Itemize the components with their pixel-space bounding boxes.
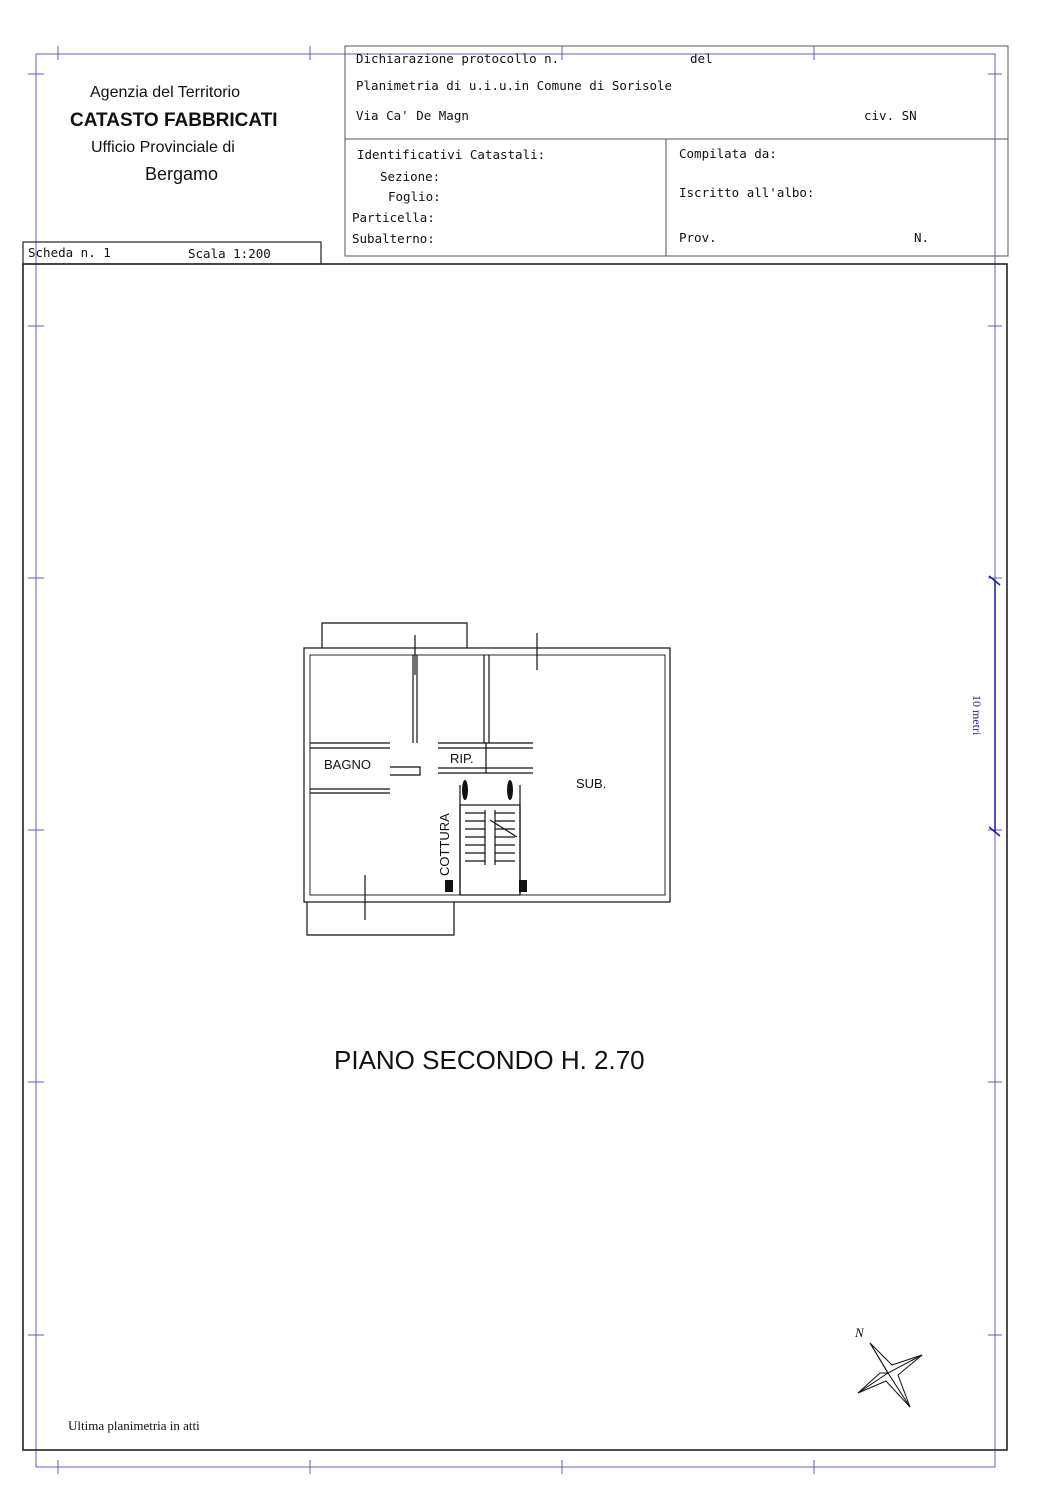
planimetry-line: Planimetria di u.i.u.in Comune di Sorisole: [356, 78, 673, 93]
province-name: Bergamo: [145, 164, 219, 184]
del-label: del: [690, 51, 713, 66]
compass-north-label: N: [855, 1325, 864, 1340]
compilata-label: Compilata da:: [679, 146, 777, 161]
identifiers-title: Identificativi Catastali:: [357, 147, 546, 162]
floor-title: PIANO SECONDO H. 2.70: [334, 1045, 645, 1075]
n-label: N.: [914, 230, 930, 245]
foglio-label: Foglio:: [388, 189, 441, 204]
prov-label: Prov.: [679, 230, 717, 245]
scheda-label: Scheda n. 1: [28, 245, 111, 260]
address-line: Via Ca' De Magn: [356, 108, 469, 123]
civic-number: civ. SN: [864, 108, 917, 123]
sezione-label: Sezione:: [380, 169, 441, 184]
room-sub: SUB.: [576, 776, 607, 791]
room-ripostiglio: RIP.: [450, 751, 474, 766]
particella-label: Particella:: [352, 210, 435, 225]
compass-rose-icon: [850, 1335, 930, 1410]
footer-note: Ultima planimetria in atti: [68, 1418, 200, 1433]
room-bagno: BAGNO: [324, 757, 371, 772]
iscritto-label: Iscritto all'albo:: [679, 185, 815, 200]
floor-plan: [295, 615, 680, 945]
subalterno-label: Subalterno:: [352, 231, 435, 246]
agency-name: Agenzia del Territorio: [90, 84, 241, 101]
catasto-title: CATASTO FABBRICATI: [70, 110, 278, 131]
scala-label: Scala 1:200: [188, 246, 271, 261]
room-cottura: COTTURA: [437, 813, 452, 876]
scale-bar-label: 10 metri: [970, 695, 984, 736]
office-label: Ufficio Provinciale di: [91, 139, 235, 156]
protocol-label: Dichiarazione protocollo n.: [356, 51, 560, 66]
